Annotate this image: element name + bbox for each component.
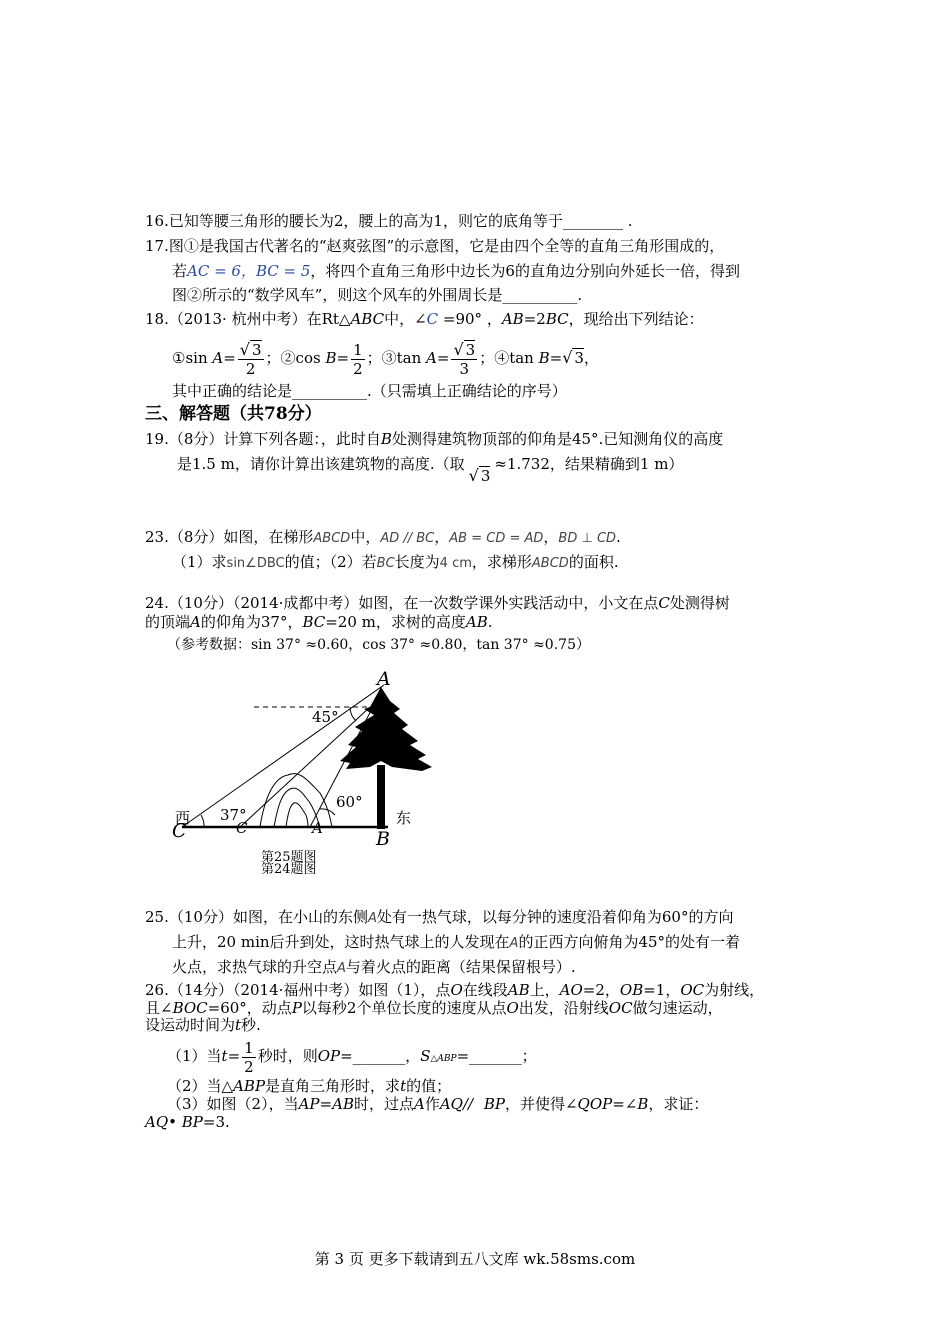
q23-text: . (616, 528, 621, 546)
q18-text: = (336, 349, 350, 367)
question-19-line2 (177, 454, 684, 485)
q25-text: 与着火点的距离（结果保留根号）. (345, 958, 576, 976)
q26-text: =3. (202, 1113, 230, 1131)
q23-formula: AB = CD = AD (449, 531, 544, 546)
q26-text: 是直角三角形时，求 (265, 1077, 401, 1095)
q26-subscript: △ABP (430, 1054, 457, 1064)
q26-text: 秒时，则 (257, 1047, 318, 1065)
q23-text: ， (543, 528, 559, 546)
question-17-line2 (172, 261, 740, 281)
q26-text: 时，过点 (353, 1095, 414, 1113)
q17-formula: AC = 6，BC = 5 (187, 262, 311, 280)
q26-text: 以每秒2个单位长度的速度从点 (301, 999, 507, 1017)
label-C-big: C (172, 820, 187, 842)
question-26-line1 (145, 980, 764, 1000)
q26-text: 上， (529, 981, 560, 999)
frac-denominator: 2 (245, 359, 256, 378)
q25-var: A (367, 911, 377, 926)
question-26-line3 (145, 1015, 261, 1035)
q18-text: =2 (523, 310, 546, 328)
section-heading: 三、解答题（共78分） (145, 404, 322, 424)
question-18-line3: 其中正确的结论是__________.（只需填上正确结论的序号） (172, 382, 567, 400)
q24-var: BC (302, 613, 326, 631)
q26-text: = (319, 1095, 333, 1113)
q18-text: 中，∠ (384, 310, 427, 328)
q23-formula: BD ⊥ CD (558, 531, 617, 546)
q26-var: AP (298, 1095, 320, 1113)
q17-text: ，将四个直角三角形中边长为6的直角边分别向外延长一倍，得到 (310, 262, 740, 280)
q17-text: 若 (172, 262, 188, 280)
q26-text: 作 (424, 1095, 440, 1113)
q26-var: AB (332, 1095, 354, 1113)
q23-text: 中， (350, 528, 381, 546)
q24-var: C (658, 594, 670, 612)
question-18-line1 (145, 309, 704, 329)
q18-text: 18.（2013· 杭州中考）在Rt△ (145, 310, 351, 328)
question-25-line3 (172, 957, 576, 979)
q18-var: B (538, 349, 550, 367)
q24-text: 的仰角为37°， (200, 613, 303, 631)
label-A-top: A (377, 668, 391, 690)
q24-text: 处测得树 (669, 594, 730, 612)
label-C-small: C (236, 819, 248, 837)
q24-var: AB (465, 613, 488, 631)
radical-sign: √ (468, 466, 479, 485)
question-26-part1 (167, 1036, 537, 1076)
q26-var: AQ// BP (439, 1095, 505, 1113)
question-26-part2 (167, 1076, 451, 1096)
radical-sign: √ (453, 339, 464, 359)
question-17-line3: 图②所示的“数学风车”，则这个风车的外围周长是__________. (172, 286, 583, 304)
q18-text: = (549, 349, 563, 367)
label-angle-60: 60° (336, 793, 363, 811)
q26-var: t (400, 1077, 407, 1095)
q26-var: OC (680, 981, 705, 999)
q26-var: t (221, 1047, 228, 1065)
radical-sign: √ (239, 339, 250, 359)
frac-denominator: 2 (244, 1057, 254, 1076)
question-24-reference: （参考数据：sin 37° ≈0.60，cos 37° ≈0.80，tan 37° ≈0.75） (167, 637, 590, 653)
angle-arc-45 (350, 707, 356, 721)
question-23-line1 (145, 527, 621, 549)
q26-var: BOC (172, 999, 208, 1017)
q18-text: ；②cos (265, 349, 326, 367)
q26-text: =1， (643, 981, 681, 999)
q25-var: A (509, 936, 519, 951)
q26-text: 26.（14分）（2014·福州中考）如图（1），点 (145, 981, 451, 999)
question-26-part3-cont (145, 1112, 230, 1132)
question-17-line1: 17.图①是我国古代著名的“赵爽弦图”的示意图，它是由四个全等的直角三角形围成的， (145, 237, 725, 255)
caption-figure-25: 第25题图 (261, 850, 317, 865)
q18-text: ①sin (172, 349, 213, 367)
q26-text: =_______； (456, 1047, 537, 1065)
q18-text: =90° ， (438, 310, 502, 328)
q26-var: AB (507, 981, 530, 999)
question-26-part3 (167, 1094, 708, 1114)
q19-text: 是1.5 m，请你计算出该建筑物的高度.（取 (177, 455, 465, 473)
q26-text: 做匀速运动， (632, 999, 723, 1017)
q24-var: A (190, 613, 201, 631)
hill-contour-inner (286, 803, 308, 827)
q23-text: 23.（8分）如图，在梯形 (145, 528, 314, 546)
q23-text: 的值；（2）若 (284, 553, 377, 571)
q26-text: =_______， (340, 1047, 421, 1065)
q26-text: （1）当 (167, 1047, 222, 1065)
question-25-line2 (172, 932, 740, 954)
q23-formula: ABCD (531, 556, 569, 571)
q25-text: 的正西方向俯角为45°的处有一着 (518, 933, 741, 951)
frac-numerator: 1 (353, 340, 363, 359)
frac-denominator: 2 (353, 359, 363, 378)
q18-var: C (426, 310, 439, 328)
q26-var: QOP (577, 1095, 613, 1113)
q25-text: 25.（10分）如图，在小山的东侧 (145, 908, 368, 926)
label-angle-45: 45° (312, 708, 339, 726)
q18-text: = (223, 349, 236, 367)
label-B: B (376, 828, 390, 850)
q23-formula: AD // BC (380, 531, 435, 546)
q26-text: =2， (582, 981, 620, 999)
tree-foliage (340, 687, 432, 771)
fraction-sqrt3-over-2 (238, 341, 264, 378)
q23-text: （1）求 (172, 553, 227, 571)
frac-denominator: 3 (459, 359, 470, 378)
q18-var: ABC (350, 310, 385, 328)
question-25-line1 (145, 907, 733, 929)
frac-numerator: 1 (244, 1038, 254, 1057)
page-footer: 第 3 页 更多下载请到五八文库 wk.58sms.com (314, 1250, 636, 1268)
angle-arc-37 (201, 815, 204, 827)
q26-text: ，求证： (648, 1095, 709, 1113)
q23-text: 的面积. (568, 553, 619, 571)
q18-text: ， (583, 349, 599, 367)
q26-var: BP (181, 1113, 203, 1131)
q24-text: . (487, 613, 493, 631)
q26-var: OC (608, 999, 633, 1017)
q26-var: O (450, 981, 463, 999)
q26-var: ABP (233, 1077, 266, 1095)
fraction-1-over-2 (351, 341, 365, 378)
q19-var: B (380, 430, 392, 448)
q18-var: A (426, 349, 437, 367)
q23-formula: 4 cm (439, 556, 472, 571)
q26-text: ，并使得∠ (504, 1095, 578, 1113)
q23-formula: BC (376, 556, 395, 571)
q26-text: 出发，沿射线 (518, 999, 609, 1017)
question-16: 16.已知等腰三角形的腰长为2，腰上的高为1，则它的底角等于________ . (145, 212, 633, 230)
q25-text: 处有一热气球，以每分钟的速度沿着仰角为60°的方向 (376, 908, 734, 926)
fraction-sqrt3-over-3 (451, 341, 477, 378)
q26-text: 的值； (406, 1077, 452, 1095)
sqrt-3: 3 (574, 349, 584, 367)
frac-numerator: 3 (465, 340, 476, 359)
label-east: 东 (396, 809, 412, 827)
q26-var: A (413, 1095, 425, 1113)
tree-trunk (377, 765, 385, 829)
q18-text: ；③tan (366, 349, 427, 367)
q18-text: ，现给出下列结论： (568, 310, 704, 328)
label-A-small: A (312, 819, 323, 837)
q23-text: ，求梯形 (471, 553, 532, 571)
q26-var: OB (619, 981, 644, 999)
q23-formula: sin∠DBC (226, 556, 285, 571)
label-angle-37: 37° (220, 806, 247, 824)
q26-var: B (637, 1095, 649, 1113)
label-west: 西 (175, 809, 191, 827)
q26-var: O (506, 999, 519, 1017)
frac-numerator: 3 (252, 340, 262, 359)
q26-text: 在线段 (462, 981, 508, 999)
q19-text: 19.（8分）计算下列各题：，此时自 (145, 430, 381, 448)
radical-sign: √ (562, 348, 573, 367)
q18-var: A (212, 349, 224, 367)
q26-text: （2）当△ (167, 1077, 234, 1095)
q18-text: ；④tan (479, 349, 539, 367)
q26-text: = (227, 1047, 241, 1065)
question-18-options (172, 337, 599, 379)
q26-var: t (235, 1016, 242, 1034)
angle-arc-60 (320, 809, 335, 815)
q18-var: BC (545, 310, 569, 328)
q26-text: 为射线， (704, 981, 765, 999)
q18-var: B (325, 349, 337, 367)
q23-text: 长度为 (394, 553, 440, 571)
q18-text: = (436, 349, 450, 367)
caption-figure-24: 第24题图 (261, 862, 317, 875)
q26-text: • (168, 1113, 182, 1131)
q26-var: AQ (145, 1113, 169, 1131)
question-24-line2 (145, 612, 493, 632)
q18-var: AB (501, 310, 524, 328)
q25-text: 火点，求热气球的升空点 (172, 958, 338, 976)
fraction-1-over-2 (242, 1039, 256, 1076)
geometry-figure (170, 665, 450, 875)
q25-text: 上升，20 min后升到处，这时热气球上的人发现在 (172, 933, 510, 951)
q19-text: ≈1.732，结果精确到1 m） (494, 455, 684, 473)
question-23-line2 (172, 552, 619, 574)
question-19-line1 (145, 429, 723, 449)
q25-var: A (337, 961, 346, 976)
q26-var: OP (317, 1047, 341, 1065)
q26-var: S (420, 1047, 431, 1065)
q26-text: 秒. (241, 1016, 261, 1034)
q26-text: （3）如图（2），当 (167, 1095, 299, 1113)
q24-text: 的顶端 (145, 613, 191, 631)
question-24-line1 (145, 593, 730, 613)
q24-text: 24.（10分）（2014·成都中考）如图，在一次数学课外实践活动中，小文在点 (145, 594, 659, 612)
sqrt-3: 3 (480, 467, 491, 485)
q23-text: ， (434, 528, 450, 546)
q26-var: P (291, 999, 302, 1017)
q24-text: =20 m，求树的高度 (325, 613, 466, 631)
q26-text: 设运动时间为 (145, 1016, 236, 1034)
q26-text: 且∠ (145, 999, 173, 1017)
q23-formula: ABCD (313, 531, 351, 546)
q19-text: 处测得建筑物顶部的仰角是45°.已知测角仪的高度 (391, 430, 724, 448)
q26-var: AO (559, 981, 583, 999)
q26-text: =∠ (612, 1095, 638, 1113)
q26-text: =60°，动点 (207, 999, 292, 1017)
